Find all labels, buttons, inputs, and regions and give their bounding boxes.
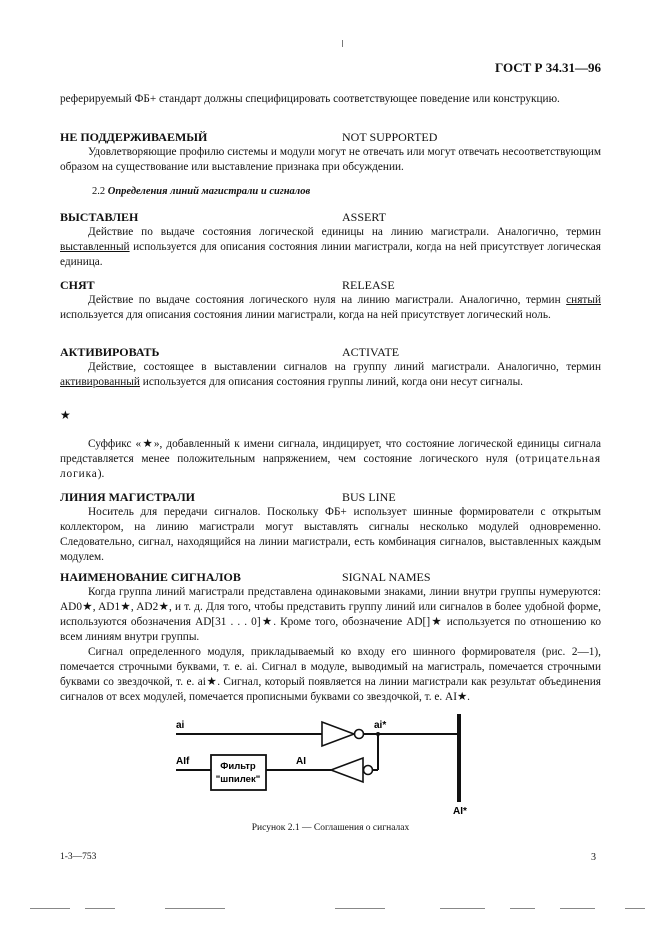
underlined-term: выставленный [60, 241, 130, 253]
term-star [60, 408, 601, 482]
term-definition: Действие по выдаче состояния логической единицы на линию магистрали. Аналогично, термин выставленный используется для описания состояния линии магистрали, когда на ней присутствует логическая единица. [60, 226, 601, 268]
term-en: SIGNAL NAMES [342, 570, 431, 584]
term-definition: Удовлетворяющие профилю системы и модули могут не отвечать или могут отвечать несоответствующим образом на существование или выставление признака при обсуждении. [60, 146, 601, 173]
term-ru: СНЯТ [60, 278, 95, 292]
standard-header: ГОСТ Р 34.31—96 [495, 60, 601, 75]
bottom-rule [85, 908, 115, 909]
filter-label-1: Фильтр [220, 761, 256, 772]
term-activate [60, 345, 601, 390]
bottom-rule [560, 908, 595, 909]
term-definition-2: Сигнал определенного модуля, прикладываемый ко входу его шинного формирователя (рис. 2—1), помечается строчными буквами, т. е. ai. Сигнал в модуле, выводимый на магистраль, помечается строчными буквами со звездочкой, т. е. ai★. Сигнал, который появляется на линии магистрали как результат объединения сигналов от всех модулей, помечается прописными буквами со звездочкой, т. е. AI★. [60, 646, 601, 703]
term-assert [60, 210, 601, 270]
term-definition: Носитель для передачи сигналов. Поскольку ФБ+ использует шинные формирователи с открытым коллектором, на линию магистрали могут выставлять сигналы несколько модулей одновременно. Следовательно, сигнал, находящийся на линии магистрали, есть комбинация сигналов, выставленных каждым модулем. [60, 506, 601, 563]
underlined-term: снятый [566, 294, 601, 306]
signal-diagram [0, 710, 661, 820]
receiver-buffer-icon [331, 758, 363, 782]
figure-caption: Рисунок 2.1 — Соглашения о сигналах [251, 823, 410, 833]
bottom-rule [440, 908, 485, 909]
inverter-bubble-icon [355, 730, 364, 739]
star-symbol: ★ [60, 408, 71, 422]
label-ai: ai [176, 720, 185, 731]
bottom-rule [625, 908, 645, 909]
section-heading [92, 185, 633, 199]
bottom-rule [335, 908, 385, 909]
term-definition: Когда группа линий магистрали представлена одинаковыми знаками, линии внутри группы нумеруются: AD0★, AD1★, AD2★, и т. д. Для того, чтобы представить группу линий или сигналов в более удобной форме, используются обозначения AD[31 . . . 0]★. Кроме того, обозначение AD[]★ используется по отношению ко всем линиям внутри группы. [60, 586, 601, 643]
term-bus-line [60, 490, 601, 565]
term-ru: НАИМЕНОВАНИЕ СИГНАЛОВ [60, 570, 241, 584]
term-en: RELEASE [342, 278, 395, 292]
term-definition: Действие по выдаче состояния логического нуля на линию магистрали. Аналогично, термин снятый используется для описания состояния линии магистрали, когда на ней присутствует логический ноль. [60, 294, 601, 321]
term-signal-names [60, 570, 601, 705]
term-definition: Действие, состоящее в выставлении сигналов на группу линий магистрали. Аналогично, термин активированный используется для описания состояния группы линий, когда они несут сигналы. [60, 361, 601, 388]
term-en: ACTIVATE [342, 345, 400, 359]
bottom-rule [30, 908, 70, 909]
underlined-term: активированный [60, 376, 140, 388]
intro-paragraph [60, 92, 601, 107]
term-not-supported [60, 130, 601, 175]
spaced-phrase: отрицательная логика [60, 453, 601, 480]
term-release [60, 278, 601, 323]
label-ai-star: ai* [374, 720, 387, 731]
filter-label-2: "шпилек" [215, 774, 261, 785]
label-ai-bus: AI* [453, 806, 467, 817]
section-title: Определения линий магистрали и сигналов [107, 186, 311, 197]
bottom-rule [165, 908, 225, 909]
intro-text: реферируемый ФБ+ стандарт должны специфицировать соответствующее поведение или конструкцию. [60, 93, 560, 105]
term-ru: ВЫСТАВЛЕН [60, 210, 139, 224]
term-ru: НЕ ПОДДЕРЖИВАЕМЫЙ [60, 130, 208, 144]
scan-mark [342, 40, 343, 47]
footer-code: 1-3—753 [60, 852, 97, 862]
term-ru: АКТИВИРОВАТЬ [60, 345, 160, 359]
inverter-bubble-icon [364, 766, 373, 775]
page-number: 3 [591, 852, 596, 863]
term-ru: ЛИНИЯ МАГИСТРАЛИ [60, 490, 195, 504]
driver-buffer-icon [322, 722, 354, 746]
bottom-rule [510, 908, 535, 909]
star-definition: Суффикс «★», добавленный к имени сигнала, индицирует, что состояние логической единицы сигнала представляется менее положительным напряжением, чем состояние логического нуля (отрицательная логика). [60, 438, 601, 480]
term-en: BUS LINE [342, 490, 396, 504]
section-number: 2.2 [92, 186, 106, 197]
label-ai-upper: AI [296, 756, 306, 767]
term-en: ASSERT [342, 210, 386, 224]
term-en: NOT SUPPORTED [342, 130, 438, 144]
label-aif: AIf [176, 756, 190, 767]
